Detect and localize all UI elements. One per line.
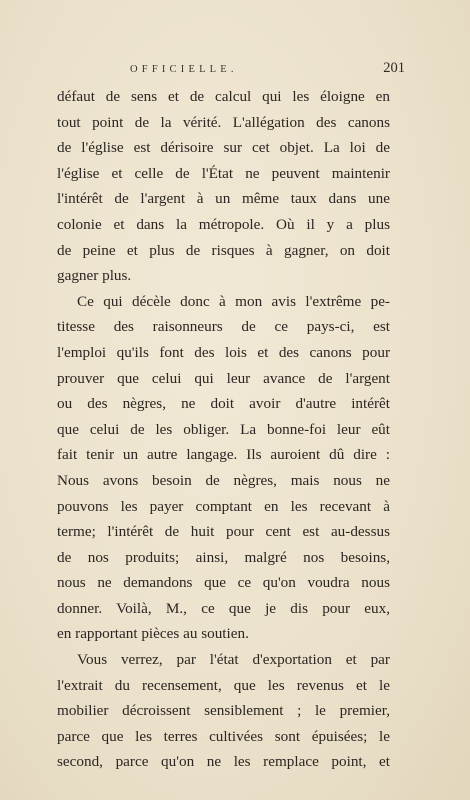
text-line: titesse des raisonneurs de ce pays-ci, est [57, 318, 390, 336]
text-line: Nous avons besoin de nègres, mais nous ne [57, 471, 390, 489]
text-line: fait tenir un autre langage. Ils auroient dû dire : [57, 446, 390, 464]
paragraph [57, 289, 390, 647]
page-header [60, 60, 405, 80]
text-line: de nos produits; ainsi, malgré nos besoins, [57, 548, 390, 566]
text-line: de peine et plus de risques à gagner, on doit [57, 241, 390, 259]
paragraph [57, 84, 390, 289]
text-line: pouvons les payer comptant en les recevant à [57, 497, 390, 515]
text-line: l'emploi qu'ils font des lois et des canons pour [57, 343, 390, 361]
text-line: Vous verrez, par l'état d'exportation et par [77, 651, 390, 669]
text-line: l'extrait du recensement, que les revenus et le [57, 676, 390, 694]
text-line: nous ne demandons que ce qu'on voudra nous [57, 574, 390, 592]
body-text [57, 84, 390, 775]
paragraph [57, 647, 390, 775]
text-line: Ce qui décèle donc à mon avis l'extrême pe- [77, 292, 390, 310]
running-head: OFFICIELLE. [130, 64, 238, 75]
text-line: en rapportant pièces au soutien. [57, 625, 249, 643]
text-line: terme; l'intérêt de huit pour cent est au-dessus [57, 523, 390, 541]
text-line: second, parce qu'on ne les remplace point, et [57, 753, 390, 771]
text-line: gagner plus. [57, 267, 132, 285]
text-line: mobilier décroissent sensiblement ; le premier, [57, 702, 390, 720]
text-line: colonie et dans la métropole. Où il y a plus [57, 215, 390, 233]
text-line: l'église et celle de l'État ne peuvent maintenir [57, 164, 390, 182]
text-line: prouver que celui qui leur avance de l'argent [57, 369, 390, 387]
text-line: ou des nègres, ne doit avoir d'autre intérêt [57, 395, 390, 413]
text-line: donner. Voilà, M., ce que je dis pour eux, [57, 599, 390, 617]
page-number: 201 [383, 60, 405, 76]
text-line: tout point de la vérité. L'allégation des canons [57, 113, 390, 131]
text-line: parce que les terres cultivées sont épuisées; le [57, 727, 390, 745]
text-line: que celui de les obliger. La bonne-foi leur eût [57, 420, 390, 438]
text-line: défaut de sens et de calcul qui les éloigne en [57, 88, 390, 105]
text-line: de l'église est dérisoire sur cet objet. La loi de [57, 139, 390, 157]
text-line: l'intérêt de l'argent à un même taux dans une [57, 190, 390, 208]
